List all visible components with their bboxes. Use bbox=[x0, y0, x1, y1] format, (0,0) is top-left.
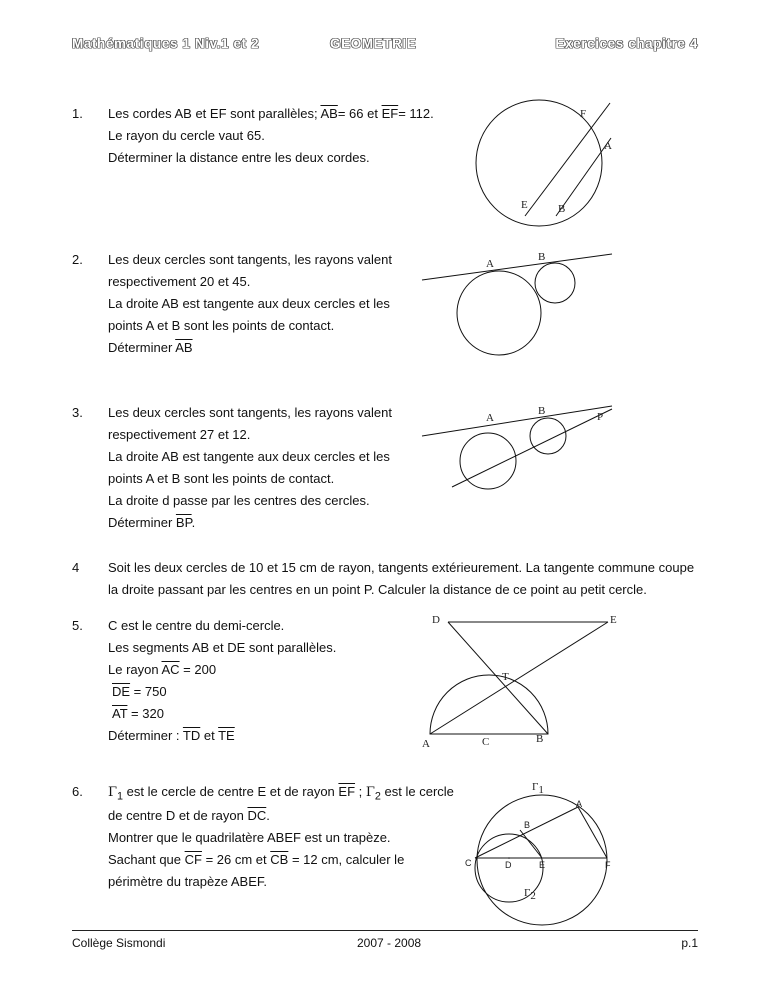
text: Le rayon bbox=[108, 662, 159, 677]
exercise-number: 1. bbox=[72, 106, 83, 121]
segment: $\overline{BP}$ bbox=[175, 515, 192, 530]
label-A: A bbox=[486, 258, 494, 270]
label-A: A bbox=[422, 738, 430, 750]
gamma-symbol: Γ bbox=[365, 785, 375, 800]
footer-center: 2007 - 2008 bbox=[357, 936, 422, 950]
segment: $\overline{CB}$ bbox=[270, 852, 289, 867]
label-F: F bbox=[605, 860, 611, 870]
text: et bbox=[200, 728, 219, 743]
exercise-line bbox=[108, 728, 235, 743]
label-E: E bbox=[610, 614, 617, 626]
exercise-line: La droite AB est tangente aux deux cercles et les bbox=[108, 296, 390, 311]
text: . bbox=[266, 808, 270, 823]
text: Déterminer bbox=[108, 515, 173, 530]
exercise-line bbox=[108, 808, 270, 823]
exercise-line: La droite d passe par les centres des cercles. bbox=[108, 493, 370, 508]
label-T: T bbox=[502, 671, 509, 683]
segment: $\overline{AT}$ bbox=[112, 706, 128, 721]
label-gamma-2: Γ2 bbox=[524, 887, 536, 902]
exercise-number: 4 bbox=[72, 560, 80, 575]
figure-tangent-circles-1 bbox=[420, 245, 620, 360]
text: = 12 cm, calculer le bbox=[288, 852, 405, 867]
exercise-line: points A et B sont les points de contact. bbox=[108, 318, 335, 333]
exercise-number: 3. bbox=[72, 405, 83, 420]
exercise-line bbox=[108, 784, 454, 803]
text: = 750 bbox=[130, 684, 167, 699]
header-left: Mathématiques 1 Niv.1 et 2 bbox=[72, 36, 260, 51]
label-B: B bbox=[538, 251, 546, 263]
label-A: A bbox=[486, 412, 494, 424]
label-F: F bbox=[580, 108, 587, 120]
exercise-line: Les deux cercles sont tangents, les rayons valent bbox=[108, 252, 392, 267]
header-center: GEOMETRIE bbox=[330, 36, 417, 51]
figure-semicircle bbox=[420, 610, 620, 750]
label-P: P bbox=[597, 411, 604, 423]
exercise-line bbox=[108, 852, 404, 867]
label-A: A bbox=[604, 140, 612, 152]
figure-circle-chords bbox=[470, 95, 630, 225]
text: = 66 et bbox=[337, 106, 378, 121]
text: ; bbox=[355, 784, 366, 799]
text: = 26 cm et bbox=[201, 852, 271, 867]
exercise-line: Le rayon du cercle vaut 65. bbox=[108, 128, 265, 143]
exercise-line bbox=[108, 106, 434, 121]
exercise-line bbox=[108, 340, 193, 355]
segment: $\overline{DC}$ bbox=[247, 808, 267, 823]
footer-rule bbox=[72, 930, 698, 931]
exercise-line: Les segments AB et DE sont parallèles. bbox=[108, 640, 337, 655]
label-D: D bbox=[505, 860, 512, 870]
label-B: B bbox=[538, 405, 546, 417]
exercise-line: Soit les deux cercles de 10 et 15 cm de rayon, tangents extérieurement. La tangente commune coupe bbox=[108, 560, 695, 575]
text: . bbox=[191, 515, 196, 530]
text: est le cercle bbox=[380, 784, 454, 799]
exercise-line bbox=[112, 706, 164, 721]
exercise-number: 6. bbox=[72, 784, 83, 799]
label-A: A bbox=[576, 799, 583, 809]
text: Sachant que bbox=[108, 852, 185, 867]
segment: $\overline{AC}$ bbox=[161, 662, 180, 677]
text: est le cercle de centre E et de rayon bbox=[123, 784, 339, 799]
exercise-line: La droite AB est tangente aux deux cercles et les bbox=[108, 449, 390, 464]
segment: $\overline{CF}$ bbox=[184, 852, 202, 867]
label-gamma-1: Γ1 bbox=[532, 781, 544, 796]
exercise-line bbox=[112, 684, 167, 699]
exercise-line: Montrer que le quadrilatère ABEF est un trapèze. bbox=[108, 830, 391, 845]
segment: $\overline{TD}$ bbox=[182, 728, 201, 743]
exercise-line bbox=[108, 515, 195, 530]
header-right: Exercices chapitre 4 bbox=[555, 36, 698, 51]
text: de centre D et de rayon bbox=[108, 808, 248, 823]
gamma-symbol: Γ bbox=[108, 785, 118, 800]
text: = 320 bbox=[127, 706, 164, 721]
exercise-line: points A et B sont les points de contact. bbox=[108, 471, 335, 486]
segment: $\overline{AB}$ bbox=[320, 106, 338, 121]
segment: $\overline{EF}$ bbox=[381, 106, 399, 121]
footer-right: p.1 bbox=[681, 936, 698, 950]
exercise-number: 5. bbox=[72, 618, 83, 633]
segment: $\overline{EF}$ bbox=[338, 784, 356, 799]
figure-tangent-circles-2 bbox=[420, 398, 620, 493]
exercise-line: respectivement 20 et 45. bbox=[108, 274, 251, 289]
label-E: E bbox=[539, 860, 546, 870]
footer-left: Collège Sismondi bbox=[72, 936, 166, 950]
segment: $\overline{TE}$ bbox=[218, 728, 235, 743]
exercise-line: Déterminer la distance entre les deux cordes. bbox=[108, 150, 370, 165]
exercise-line: la droite passant par les centres en un point P. Calculer la distance de ce point au petit cercle. bbox=[108, 582, 647, 597]
label-D: D bbox=[432, 614, 440, 626]
exercise-line: périmètre du trapèze ABEF. bbox=[108, 874, 267, 889]
exercise-line: Les deux cercles sont tangents, les rayons valent bbox=[108, 405, 392, 420]
subscript: 1 bbox=[117, 790, 124, 803]
exercise-line bbox=[108, 662, 216, 677]
label-B: B bbox=[524, 820, 531, 830]
label-B: B bbox=[536, 733, 544, 745]
label-B: B bbox=[558, 203, 566, 215]
subscript: 2 bbox=[374, 790, 381, 803]
text: = 112. bbox=[398, 106, 434, 121]
segment: $\overline{DE}$ bbox=[112, 684, 131, 699]
segment: $\overline{AB}$ bbox=[175, 340, 193, 355]
label-C: C bbox=[482, 736, 490, 748]
text: = 200 bbox=[179, 662, 217, 677]
text: Déterminer bbox=[108, 340, 173, 355]
label-E: E bbox=[521, 199, 528, 211]
figure-two-circles-trapezoid bbox=[465, 780, 625, 920]
label-C: C bbox=[465, 858, 472, 868]
exercise-number: 2. bbox=[72, 252, 83, 267]
text: Déterminer : bbox=[108, 728, 180, 743]
exercise-line: respectivement 27 et 12. bbox=[108, 427, 251, 442]
text: Les cordes AB et EF sont parallèles; bbox=[108, 106, 318, 121]
exercise-line: C est le centre du demi-cercle. bbox=[108, 618, 285, 633]
